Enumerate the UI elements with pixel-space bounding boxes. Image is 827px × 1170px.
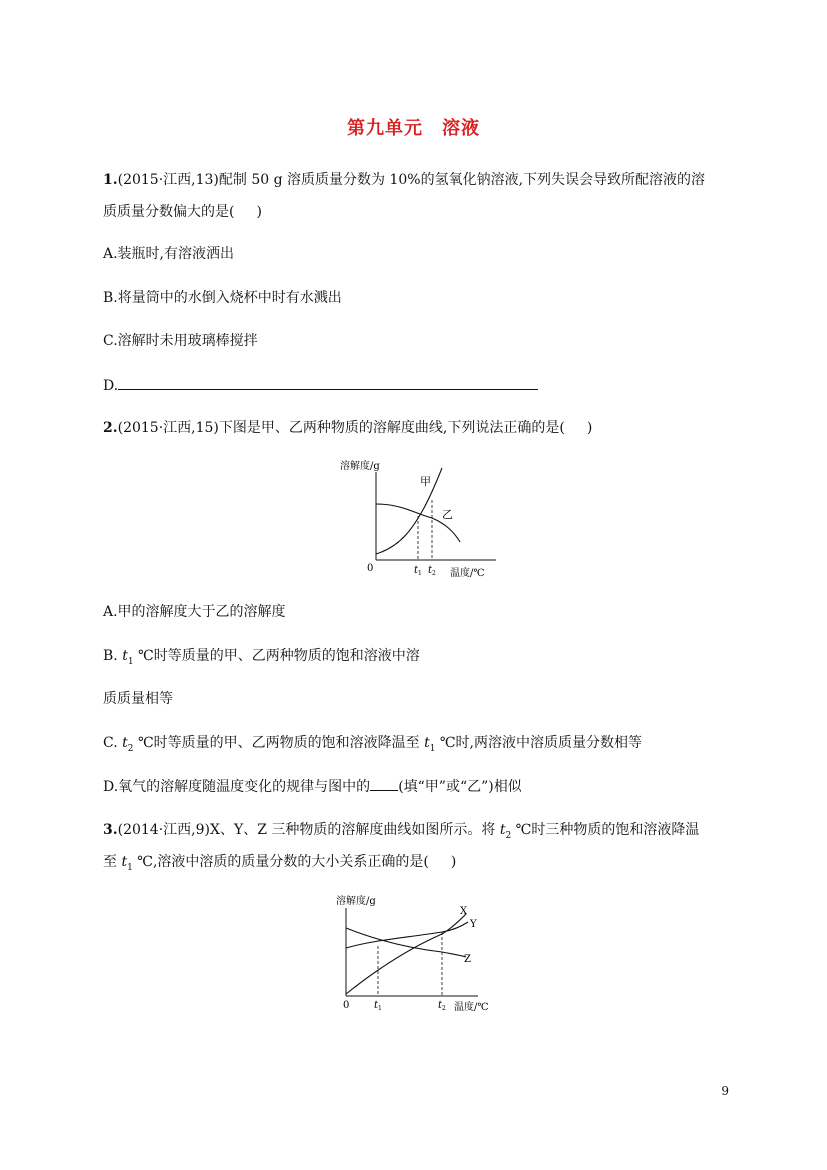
q3-tick-t1-sub: 1	[378, 1005, 382, 1012]
q1-text-line2: 质质量分数偏大的是(	[103, 204, 235, 220]
q2-tick-t1-sub: 1	[418, 570, 422, 577]
q3-t-sub: 2	[505, 830, 512, 841]
q2-option-d-text: D.氧气的溶解度随温度变化的规律与图中的	[103, 779, 371, 795]
q3-text-line2: 至	[103, 854, 122, 870]
q2-option-c-sub2: 1	[429, 743, 436, 754]
q2-option-c-t: t	[122, 735, 128, 751]
q2-option-c-label: C.	[103, 735, 123, 751]
q3-line1	[103, 820, 699, 846]
q2-option-b-cont: 质质量相等	[103, 691, 173, 707]
q2-option-c-text: ℃时等质量的甲、乙两物质的饱和溶液降温至	[133, 735, 425, 751]
q1-option-a: A.装瓶时,有溶液洒出	[103, 246, 235, 262]
q2-graph-xlabel: 温度/℃	[450, 568, 485, 579]
q3-tick-t2-sub: 2	[442, 1005, 446, 1012]
q2-option-c-text2: ℃时,两溶液中溶质质量分数相等	[435, 735, 642, 751]
q2-option-b-label: B.	[103, 648, 123, 664]
page-number: 9	[721, 1084, 729, 1098]
q1-number: 1.	[103, 172, 118, 188]
q3-tick-t1: t	[374, 1000, 379, 1011]
q1-line1	[103, 170, 705, 190]
q2-option-d	[103, 776, 522, 797]
q2-tick-t2: t	[428, 565, 433, 576]
q2-number: 2.	[103, 420, 118, 436]
q1-line2	[103, 202, 262, 222]
q2-option-d-text2: (填“甲”或“乙”)相似	[398, 779, 522, 795]
q3-graph-ylabel: 溶解度/g	[336, 896, 376, 907]
q2-tick-t1: t	[414, 565, 419, 576]
q3-label-z: Z	[464, 954, 471, 965]
q2-line1	[103, 418, 592, 438]
q3-number: 3.	[103, 822, 118, 838]
q3-text-line1: (2014·江西,9)X、Y、Z 三种物质的溶解度曲线如图所示。将	[117, 822, 500, 838]
q3-text-line1b: ℃时三种物质的饱和溶液降温	[511, 822, 700, 838]
q1-text-line1: (2015·江西,13)配制 50 g 溶质质量分数为 10%的氢氧化钠溶液,下列失误会导致所配溶液的溶	[117, 172, 706, 188]
q2-tick-t2-sub: 2	[432, 570, 436, 577]
q2-text-line1: (2015·江西,15)下图是甲、乙两种物质的溶解度曲线,下列说法正确的是(	[117, 420, 565, 436]
q2-option-a: A.甲的溶解度大于乙的溶解度	[103, 604, 286, 620]
q2-solubility-graph	[334, 456, 504, 584]
q2-graph-ylabel: 溶解度/g	[340, 461, 380, 472]
q3-tick-t2: t	[438, 1000, 443, 1011]
q2-option-c-t2: t	[424, 735, 430, 751]
q1-paren-close: )	[256, 204, 262, 220]
q2-option-b-sub: 1	[127, 656, 134, 667]
q3-paren-close: )	[450, 854, 457, 870]
q3-label-x: X	[460, 906, 468, 917]
q2-paren-close: )	[586, 420, 593, 436]
q2-option-b-t: t	[122, 648, 128, 664]
q2-label-jia: 甲	[420, 475, 431, 488]
q2-option-b-text: ℃时等质量的甲、乙两种物质的饱和溶液中溶	[133, 648, 420, 664]
q3-t: t	[499, 822, 506, 838]
q3-t1-sub: 1	[127, 862, 133, 873]
q1-option-d-label: D.	[103, 378, 119, 394]
q2-answer-blank[interactable]	[370, 776, 398, 791]
q3-t1: t	[121, 854, 128, 870]
q2-option-b	[103, 646, 420, 672]
q2-graph-origin: 0	[367, 563, 374, 574]
q2-option-c	[103, 733, 642, 759]
q2-option-c-sub: 2	[127, 743, 134, 754]
q3-line2	[103, 852, 456, 878]
unit-title: 第九单元 溶液	[347, 118, 480, 139]
q3-solubility-graph	[326, 890, 506, 1016]
q3-graph-origin: 0	[343, 1000, 350, 1011]
q3-graph-xlabel: 温度/℃	[454, 1002, 489, 1013]
q1-option-d	[103, 375, 538, 396]
q1-answer-blank[interactable]	[118, 375, 538, 390]
q1-option-c: C.溶解时未用玻璃棒搅拌	[103, 333, 258, 349]
q3-curve-x	[346, 914, 466, 994]
q3-text-line2b: ℃,溶液中溶质的质量分数的大小关系正确的是(	[132, 854, 429, 870]
q1-option-b: B.将量筒中的水倒入烧杯中时有水溅出	[103, 290, 342, 306]
q2-label-yi: 乙	[442, 508, 453, 521]
q3-label-y: Y	[470, 919, 477, 930]
